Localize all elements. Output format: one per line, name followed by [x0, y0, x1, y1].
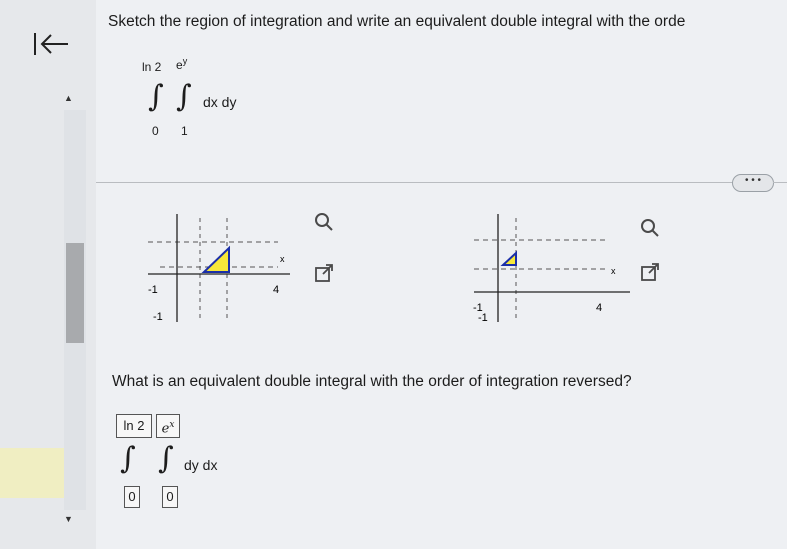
differentials: dy dx: [184, 457, 218, 473]
neg-y-tick: -1: [478, 312, 488, 324]
inner-integral-sign: ∫: [158, 441, 174, 476]
collapse-left-icon[interactable]: [30, 30, 74, 58]
scrollbar-thumb[interactable]: [66, 243, 84, 343]
inner-lower-limit: 1: [181, 124, 188, 138]
open-new-window-icon[interactable]: [314, 263, 334, 283]
neg-x-tick: -1: [148, 284, 158, 296]
answer-integral: [112, 410, 272, 520]
section-divider: [96, 182, 736, 183]
scroll-up-arrow-icon[interactable]: ▲: [64, 93, 73, 103]
scroll-down-arrow-icon[interactable]: ▼: [64, 514, 73, 524]
region-triangle: [204, 248, 229, 272]
given-integral: [120, 56, 270, 150]
question-reversed-text: What is an equivalent double integral with the order of integration reversed?: [112, 373, 632, 390]
outer-integral-sign: ∫: [120, 441, 136, 476]
neg-x-tick: -1: [473, 302, 483, 314]
inner-upper-input[interactable]: $e^x$: [156, 414, 180, 438]
inner-integral-sign: ∫: [176, 79, 192, 114]
outer-integral-sign: ∫: [148, 79, 164, 114]
graph-option-1[interactable]: [140, 212, 300, 330]
differentials: dx dy: [203, 94, 237, 110]
highlight-marker: [0, 448, 64, 498]
outer-lower-limit: 0: [152, 124, 159, 138]
outer-lower-input[interactable]: 0: [124, 486, 140, 508]
inner-upper-limit: $e^y$: [176, 56, 188, 72]
outer-upper-limit: ln 2: [142, 60, 162, 74]
inner-lower-input[interactable]: 0: [162, 486, 178, 508]
x-axis-label: x: [280, 254, 285, 264]
outer-upper-input[interactable]: ln 2: [116, 414, 152, 438]
x-tick-4: 4: [596, 302, 603, 314]
zoom-magnifier-icon[interactable]: [314, 212, 334, 232]
question-text: Sketch the region of integration and write an equivalent double integral with the orde: [108, 13, 686, 30]
section-divider-tail: [773, 182, 787, 183]
x-axis-label: x: [611, 266, 616, 276]
x-tick-4: 4: [273, 284, 280, 296]
region-triangle: [503, 253, 516, 265]
graph-option-2[interactable]: [468, 212, 643, 330]
zoom-magnifier-icon[interactable]: [640, 218, 660, 238]
open-new-window-icon[interactable]: [640, 262, 660, 282]
more-options-button[interactable]: • • •: [732, 174, 774, 192]
neg-y-tick: -1: [153, 311, 163, 323]
